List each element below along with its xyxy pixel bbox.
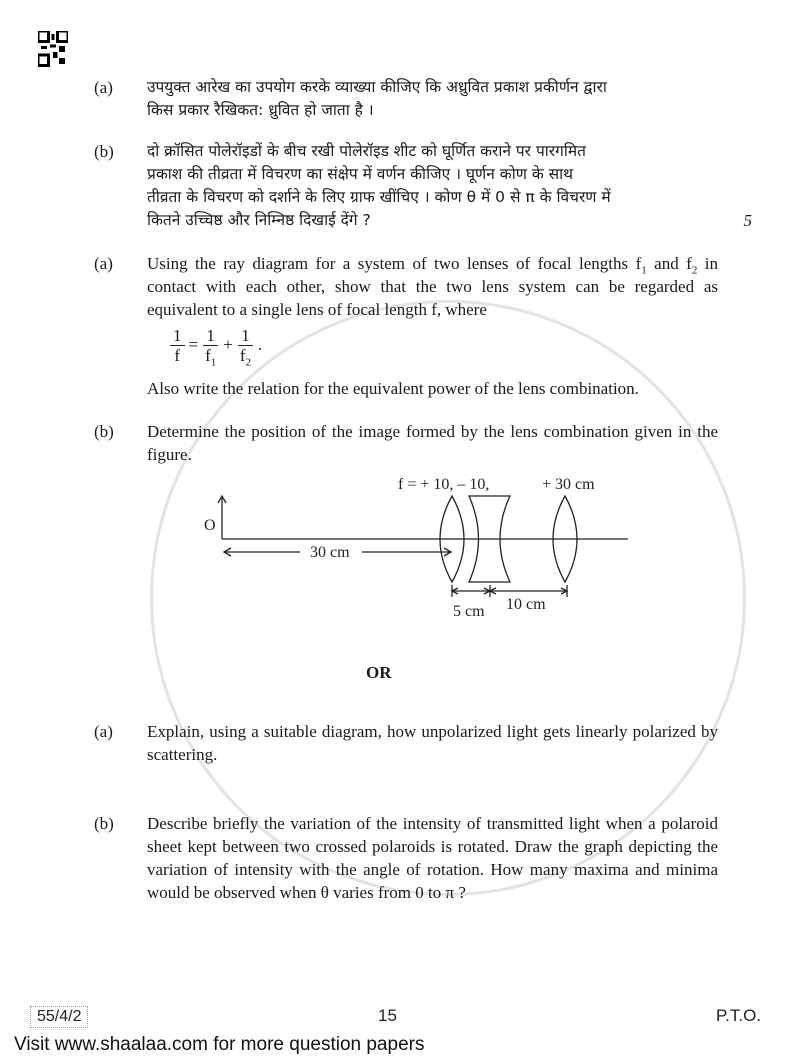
pto-label: P.T.O. bbox=[716, 1006, 762, 1025]
hindi-b-label: (b) bbox=[94, 142, 114, 161]
or-a bbox=[94, 720, 718, 766]
hindi-a bbox=[94, 76, 718, 122]
sub: 2 bbox=[691, 264, 698, 277]
or-b-label: (b) bbox=[94, 814, 114, 833]
f: f bbox=[205, 345, 211, 365]
equals: = bbox=[188, 335, 199, 354]
den bbox=[237, 345, 254, 368]
line: प्रकाश की तीव्रता में विचरण का संक्षेप में वर्णन कीजिए । घूर्णन कोण के साथ bbox=[147, 165, 574, 183]
distance-5cm: 5 cm bbox=[453, 603, 485, 620]
distance-30cm: 30 cm bbox=[310, 544, 350, 561]
hindi-a-text bbox=[147, 76, 718, 122]
num: 1 bbox=[238, 326, 253, 346]
or-b bbox=[94, 812, 718, 904]
text: Using the ray diagram for a system of two lenses of focal lengths bbox=[147, 254, 629, 273]
fraction bbox=[237, 325, 254, 368]
sub: 1 bbox=[210, 355, 217, 368]
qr-code-icon bbox=[38, 31, 68, 67]
focal-lengths-label: f = + 10, – 10, bbox=[398, 476, 490, 493]
hindi-a-label: (a) bbox=[94, 78, 113, 97]
f1: f bbox=[635, 254, 642, 273]
english-b bbox=[94, 420, 718, 466]
f: f bbox=[239, 345, 246, 365]
num: 1 bbox=[203, 326, 218, 346]
english-a bbox=[94, 252, 718, 321]
fraction bbox=[202, 325, 219, 368]
or-a-label: (a) bbox=[94, 722, 113, 741]
object-label: O bbox=[204, 517, 216, 534]
line: कितने उच्चिष्ठ और निम्निष्ठ दिखाई देंगे ? bbox=[147, 211, 371, 229]
english-b-label: (b) bbox=[94, 422, 114, 441]
line: उपयुक्त आरेख का उपयोग करके व्याख्या कीजिए कि अध्रुवित प्रकाश प्रकीर्णन द्वारा bbox=[147, 78, 607, 96]
hindi-b-text bbox=[147, 140, 718, 232]
english-a-text3: Also write the relation for the equivalent power of the lens combination. bbox=[147, 379, 639, 398]
focal-length-3-label: + 30 cm bbox=[542, 476, 595, 493]
den bbox=[202, 345, 219, 368]
lens-diagram bbox=[190, 466, 640, 626]
period: . bbox=[258, 335, 263, 354]
line: तीव्रता के विचरण को दर्शाने के लिए ग्राफ खींचिए । कोण θ में 0 से π के विचरण में bbox=[147, 188, 611, 206]
or-b-text: Describe briefly the variation of the intensity of transmitted light when a polaroid sheet kept between two crossed polaroids is rotated. Draw the graph depicting the variation of intensity with the angle of rotation. How many maxima and minima would be observed when θ varies from 0 to π ? bbox=[147, 814, 718, 902]
page-number: 15 bbox=[378, 1006, 397, 1025]
text: and bbox=[646, 254, 687, 273]
lens-formula bbox=[170, 325, 718, 368]
fraction bbox=[170, 326, 185, 365]
spacer bbox=[94, 377, 147, 400]
english-a-text bbox=[147, 252, 718, 321]
sub: 1 bbox=[641, 264, 647, 277]
f2: f bbox=[686, 254, 692, 273]
hindi-b bbox=[94, 140, 752, 232]
line: दो क्रॉसित पोलेरॉइडों के बीच रखी पोलेरॉइड शीट को घूर्णित कराने पर पारगमित bbox=[147, 142, 586, 160]
english-b-text: Determine the position of the image formed by the lens combination given in the figure. bbox=[147, 422, 718, 464]
plus: + bbox=[223, 335, 233, 354]
sub: 2 bbox=[245, 355, 252, 368]
paper-code: 55/4/2 bbox=[30, 1006, 88, 1028]
den: f bbox=[174, 345, 181, 365]
distance-10cm: 10 cm bbox=[506, 596, 546, 613]
text: in contact with each other, show that the two lens system can be regarded as equivalent to a single lens of focal length f, where bbox=[147, 254, 719, 319]
or-divider: OR bbox=[366, 663, 392, 682]
line: किस प्रकार रैखिकत: ध्रुवित हो जाता है । bbox=[147, 101, 374, 119]
visit-link[interactable]: Visit www.shaalaa.com for more question papers bbox=[14, 1034, 425, 1055]
english-a-part2 bbox=[94, 377, 718, 400]
question-content bbox=[94, 76, 752, 904]
num: 1 bbox=[170, 326, 185, 346]
or-a-text: Explain, using a suitable diagram, how unpolarized light gets linearly polarized by scattering. bbox=[147, 722, 718, 764]
marks: 5 bbox=[743, 211, 752, 230]
english-a-label: (a) bbox=[94, 254, 113, 273]
